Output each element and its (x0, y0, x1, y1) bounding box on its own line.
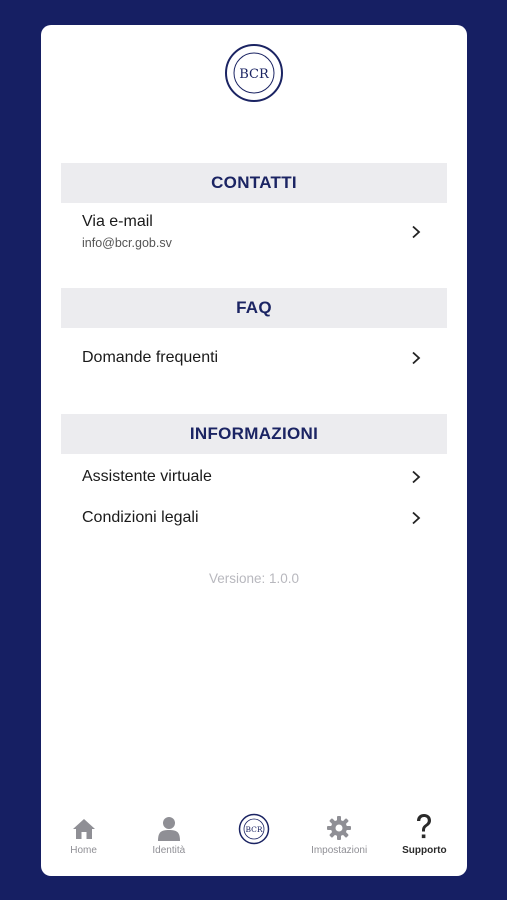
row-email-address: info@bcr.gob.sv (82, 236, 172, 250)
tab-identity-label: Identità (152, 845, 186, 856)
section-header-contacts: CONTATTI (61, 163, 447, 203)
version-text: Versione: 1.0.0 (208, 571, 300, 586)
chevron-right-icon (410, 511, 422, 525)
row-email-label: Via e-mail (82, 213, 153, 230)
chevron-right-icon (410, 351, 422, 365)
logo-container (41, 43, 467, 103)
tab-support[interactable] (384, 813, 464, 856)
row-faq[interactable] (82, 349, 422, 367)
person-icon (157, 816, 181, 841)
section-header-faq: FAQ (61, 288, 447, 328)
question-icon (414, 813, 434, 841)
bcr-logo (224, 43, 284, 103)
chevron-right-icon (410, 470, 422, 484)
row-legal-conditions-label: Condizioni legali (82, 509, 199, 526)
row-email[interactable] (82, 213, 422, 250)
section-header-info: INFORMAZIONI (61, 414, 447, 454)
tab-settings-label: Impostazioni (311, 845, 368, 856)
row-legal-conditions[interactable] (82, 509, 422, 527)
row-faq-label: Domande frequenti (82, 349, 219, 366)
tab-bcr[interactable] (214, 813, 294, 845)
bcr-tab-initials: BCR (245, 825, 263, 834)
gear-icon (326, 815, 352, 841)
tab-home-label: Home (70, 845, 97, 856)
tab-home[interactable] (44, 813, 124, 856)
tab-support-label: Supporto (402, 845, 447, 856)
row-virtual-assistant-label: Assistente virtuale (82, 468, 212, 485)
row-virtual-assistant[interactable] (82, 468, 422, 486)
tab-settings[interactable] (299, 813, 379, 856)
tab-bar (41, 813, 467, 876)
home-icon (71, 817, 97, 841)
logo-initials: BCR (239, 67, 269, 82)
chevron-right-icon (410, 225, 422, 239)
support-screen (41, 25, 467, 876)
bcr-logo-icon (238, 813, 270, 845)
tab-identity[interactable] (129, 813, 209, 856)
